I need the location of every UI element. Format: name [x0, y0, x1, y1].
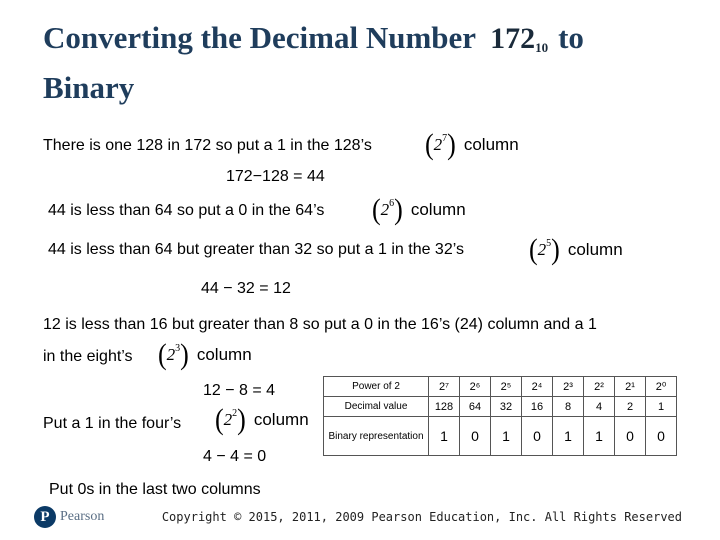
- bit-cell: 0: [460, 417, 491, 456]
- bit-cell: 0: [522, 417, 553, 456]
- step-3-text: 44 is less than 64 so put a 0 in the 64’s: [48, 202, 325, 219]
- pearson-logo-icon: P: [34, 506, 56, 528]
- step-9-text: Put a 1 in the four’s: [43, 415, 182, 432]
- power-cell: 2³: [553, 377, 584, 397]
- row-label-binary: Binary representation: [324, 417, 429, 456]
- close-paren-icon: ): [237, 402, 246, 437]
- step-2-calc: 172−128 = 44: [226, 168, 325, 185]
- row-label-power: Power of 2: [324, 377, 429, 397]
- decimal-cell: 2: [615, 397, 646, 417]
- power-2-2-column: ( 2 2 ) column: [215, 402, 309, 437]
- decimal-cell: 8: [553, 397, 584, 417]
- close-paren-icon: ): [394, 192, 403, 227]
- power-cell: 2⁷: [429, 377, 460, 397]
- pearson-logo-text: Pearson: [60, 509, 105, 524]
- step-6-text: 12 is less than 16 but greater than 8 so put a 0 in the 16’s (24) column and a 1: [43, 316, 597, 333]
- row-label-decimal: Decimal value: [324, 397, 429, 417]
- power-cell: 2¹: [615, 377, 646, 397]
- close-paren-icon: ): [180, 337, 189, 372]
- title-line2: Binary: [43, 70, 135, 105]
- copyright-notice: Copyright © 2015, 2011, 2009 Pearson Education, Inc. All Rights Reserved: [161, 510, 682, 524]
- power-2-7-column: ( 2 7 ) column: [425, 127, 519, 162]
- open-paren-icon: (: [158, 337, 167, 372]
- open-paren-icon: (: [372, 192, 381, 227]
- decimal-cell: 32: [491, 397, 522, 417]
- binary-row: [324, 417, 677, 456]
- open-paren-icon: (: [215, 402, 224, 437]
- close-paren-icon: ): [447, 127, 456, 162]
- step-11-text: Put 0s in the last two columns: [49, 481, 261, 498]
- decimal-cell: 128: [429, 397, 460, 417]
- pearson-logo: [34, 506, 104, 528]
- decimal-row: [324, 397, 677, 417]
- power-2-6-column: ( 2 6 ) column: [372, 192, 466, 227]
- power-cell: 2⁶: [460, 377, 491, 397]
- decimal-cell: 16: [522, 397, 553, 417]
- title-line1: Converting the Decimal Number: [43, 20, 477, 55]
- power-cell: 2⁴: [522, 377, 553, 397]
- power-2-3-column: ( 2 3 ) column: [158, 337, 252, 372]
- step-5-calc: 44 − 32 = 12: [201, 280, 291, 297]
- title-number-base: 10: [535, 40, 549, 55]
- slide-title: [43, 18, 683, 108]
- bit-cell: 1: [491, 417, 522, 456]
- bit-cell: 0: [615, 417, 646, 456]
- power-2-5-column: ( 2 5 ) column: [529, 232, 623, 267]
- close-paren-icon: ): [551, 232, 560, 267]
- bit-cell: 0: [646, 417, 677, 456]
- step-7-text: in the eight’s: [43, 348, 133, 365]
- step-1-text: There is one 128 in 172 so put a 1 in the 128’s: [43, 137, 372, 154]
- bit-cell: 1: [429, 417, 460, 456]
- step-8-calc: 12 − 8 = 4: [203, 382, 276, 399]
- binary-conversion-table: [323, 376, 677, 456]
- decimal-cell: 1: [646, 397, 677, 417]
- step-10-calc: 4 − 4 = 0: [203, 448, 267, 465]
- title-to: to: [558, 20, 584, 55]
- step-4-text: 44 is less than 64 but greater than 32 so put a 1 in the 32’s: [48, 241, 464, 258]
- power-cell: 2⁵: [491, 377, 522, 397]
- decimal-cell: 64: [460, 397, 491, 417]
- title-number: $172_{10}$: [490, 22, 549, 55]
- power-cell: 2⁰: [646, 377, 677, 397]
- bit-cell: 1: [584, 417, 615, 456]
- open-paren-icon: (: [529, 232, 538, 267]
- open-paren-icon: (: [425, 127, 434, 162]
- power-row: [324, 377, 677, 397]
- decimal-cell: 4: [584, 397, 615, 417]
- bit-cell: 1: [553, 417, 584, 456]
- power-cell: 2²: [584, 377, 615, 397]
